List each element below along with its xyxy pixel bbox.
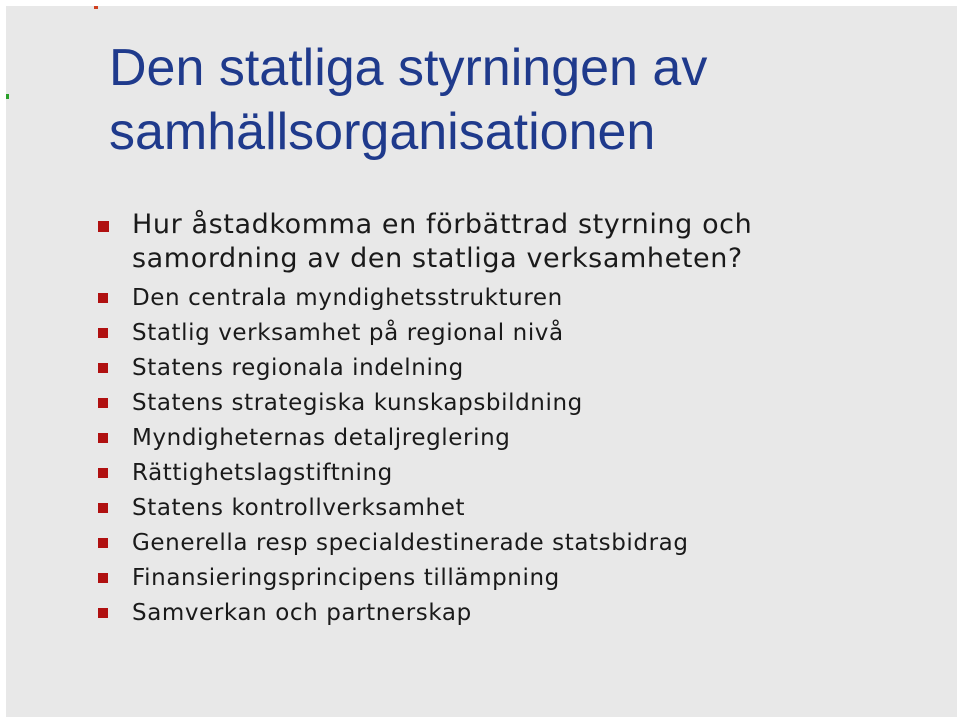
square-bullet-icon (98, 398, 108, 408)
list-item-label: Statlig verksamhet på regional nivå (132, 320, 564, 346)
main-bullet-line2: samordning av den statliga verksamheten? (132, 243, 743, 274)
list-item-label: Den centrala myndighetsstrukturen (132, 285, 563, 311)
square-bullet-icon (98, 503, 108, 513)
list-item-label: Statens strategiska kunskapsbildning (132, 390, 583, 416)
list-item-label: Statens kontrollverksamhet (132, 495, 466, 521)
square-bullet-icon (98, 433, 108, 443)
square-bullet-icon (98, 468, 108, 478)
square-bullet-icon (98, 328, 108, 338)
slide-title: Den statliga styrningen av samhällsorganisationen (109, 39, 708, 161)
square-bullet-icon (98, 293, 108, 303)
corner-mark (6, 94, 9, 99)
square-bullet-icon (98, 363, 108, 373)
square-bullet-icon (98, 573, 108, 583)
main-bullet-line1: Hur åstadkomma en förbättrad styrning och (132, 209, 753, 240)
square-bullet-icon (98, 608, 108, 618)
corner-mark (94, 6, 98, 9)
slide (6, 6, 957, 717)
square-bullet-icon (98, 221, 109, 232)
list-item-label: Samverkan och partnerskap (132, 600, 472, 626)
list-item-label: Finansieringsprincipens tillämpning (132, 565, 560, 591)
list-item-label: Myndigheternas detaljreglering (132, 425, 511, 451)
list-item-label: Statens regionala indelning (132, 355, 464, 381)
list-item-label: Generella resp specialdestinerade statsbidrag (132, 530, 689, 556)
square-bullet-icon (98, 538, 108, 548)
list-item-label: Rättighetslagstiftning (132, 460, 393, 486)
